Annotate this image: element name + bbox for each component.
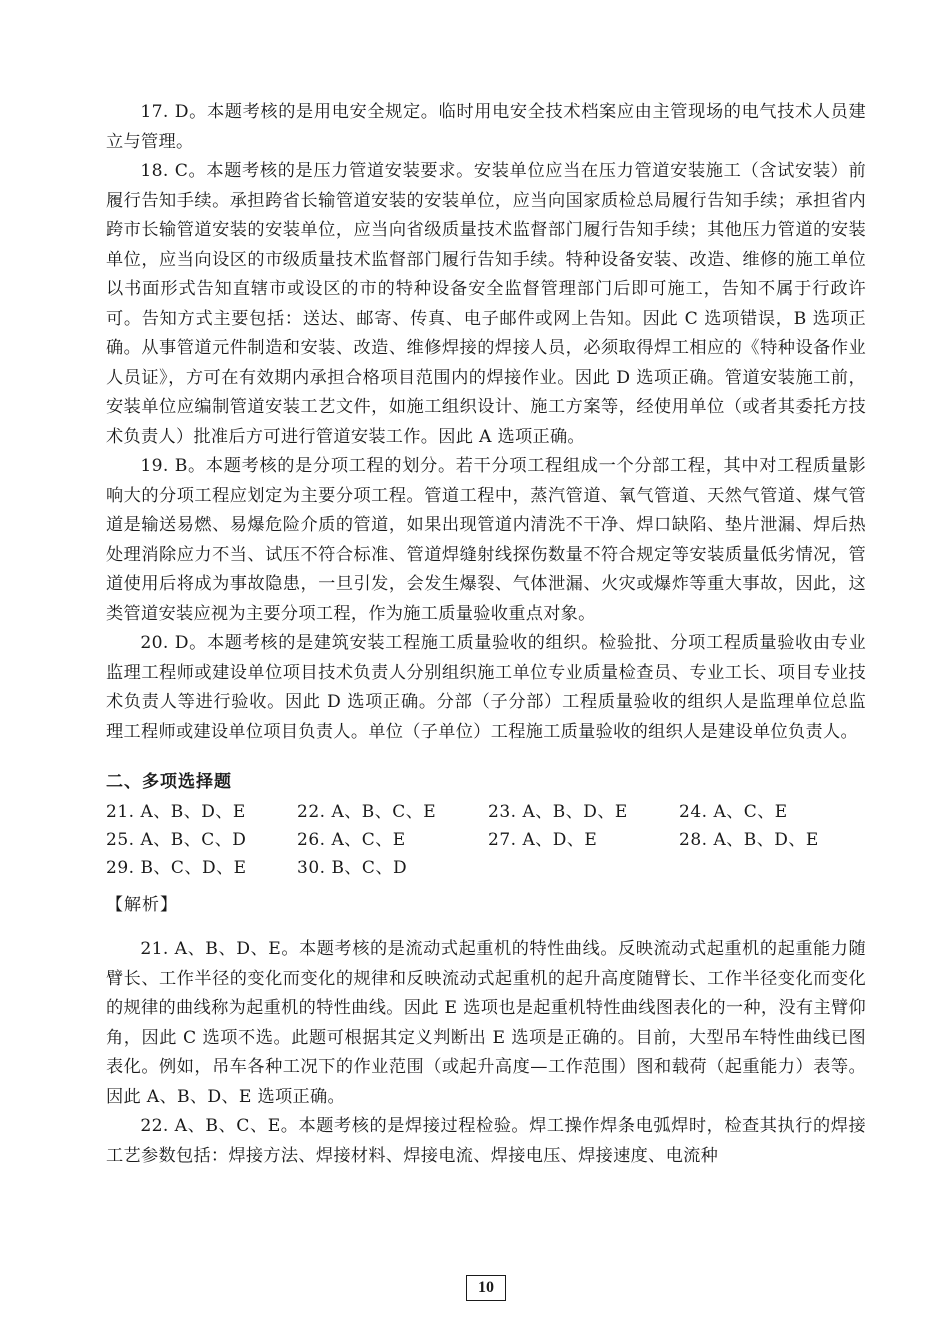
answer-item: 30. B、C、D [297,858,408,878]
answer-item: 26. A、C、E [297,830,406,850]
analysis-paragraph-19: 19. B。本题考核的是分项工程的划分。若干分项工程组成一个分部工程，其中对工程质量影响大的分项工程应划定为主要分项工程。管道工程中，蒸汽管道、氧气管道、天然气管道、煤气管道是输送易燃、易爆危险介质的管道，如果出现管道内清洗不干净、焊口缺陷、垫片泄漏、焊后热处理消除应力不当、试压不符合标准、管道焊缝射线探伤数量不符合规定等安装质量低劣情况，管道使用后将成为事故隐患，一旦引发，会发生爆裂、气体泄漏、火灾或爆炸等重大事故，因此，这类管道安装应视为主要分项工程，作为施工质量验收重点对象。 [106,456,866,624]
page-number: 10 [466,1275,506,1301]
analysis-paragraph-22: 22. A、B、C、E。本题考核的是焊接过程检验。焊工操作焊条电弧焊时，检查其执行的焊接工艺参数包括：焊接方法、焊接材料、焊接电流、焊接电压、焊接速度、电流种 [106,1116,866,1166]
answer-item: 25. A、B、C、D [106,830,247,850]
section-title-multiple-choice: 二、多项选择题 [106,772,232,792]
answer-item: 24. A、C、E [679,802,788,822]
analysis-paragraph-17: 17. D。本题考核的是用电安全规定。临时用电安全技术档案应由主管现场的电气技术人员建立与管理。 [106,102,866,152]
answer-item: 29. B、C、D、E [106,858,247,878]
answer-grid [106,798,866,882]
answer-item: 28. A、B、D、E [679,830,819,850]
answer-item: 21. A、B、D、E [106,802,246,822]
answer-item: 23. A、B、D、E [488,802,628,822]
answer-item: 27. A、D、E [488,830,598,850]
analysis-paragraph-20: 20. D。本题考核的是建筑安装工程施工质量验收的组织。检验批、分项工程质量验收由专业监理工程师或建设单位项目技术负责人分别组织施工单位专业质量检查员、专业工长、项目专业技术负责人等进行验收。因此 D 选项正确。分部（子分部）工程质量验收的组织人是监理单位总监理工程师或建设单位项目负责人。单位（子单位）工程施工质量验收的组织人是建设单位负责人。 [106,633,866,742]
page-content [106,98,866,1171]
analysis-heading: 【解析】 [106,895,178,915]
analysis-paragraph-21: 21. A、B、D、E。本题考核的是流动式起重机的特性曲线。反映流动式起重机的起重能力随臂长、工作半径的变化而变化的规律和反映流动式起重机的起升高度随臂长、工作半径变化而变化的规律的曲线称为起重机的特性曲线。因此 E 选项也是起重机特性曲线图表化的一种，没有主臂仰角，因此 C 选项不选。此题可根据其定义判断出 E 选项是正确的。目前，大型吊车特性曲线已图表化。例如，吊车各种工况下的作业范围（或起升高度—工作范围）图和载荷（起重能力）表等。因此 A、B、D、E 选项正确。 [106,939,866,1107]
analysis-paragraph-18: 18. C。本题考核的是压力管道安装要求。安装单位应当在压力管道安装施工（含试安装）前履行告知手续。承担跨省长输管道安装的安装单位，应当向国家质检总局履行告知手续；承担省内跨市长输管道安装的安装单位，应当向省级质量技术监督部门履行告知手续；其他压力管道的安装单位，应当向设区的市级质量技术监督部门履行告知手续。特种设备安装、改造、维修的施工单位以书面形式告知直辖市或设区的市的特种设备安全监督管理部门后即可施工，告知不属于行政许可。告知方式主要包括：送达、邮寄、传真、电子邮件或网上告知。因此 C 选项错误，B 选项正确。从事管道元件制造和安装、改造、维修焊接的焊接人员，必须取得焊工相应的《特种设备作业人员证》，方可在有效期内承担合格项目范围内的焊接作业。因此 D 选项正确。管道安装施工前，安装单位应编制管道安装工艺文件，如施工组织设计、施工方案等，经使用单位（或者其委托方技术负责人）批准后方可进行管道安装工作。因此 A 选项正确。 [106,161,866,447]
answer-item: 22. A、B、C、E [297,802,437,822]
